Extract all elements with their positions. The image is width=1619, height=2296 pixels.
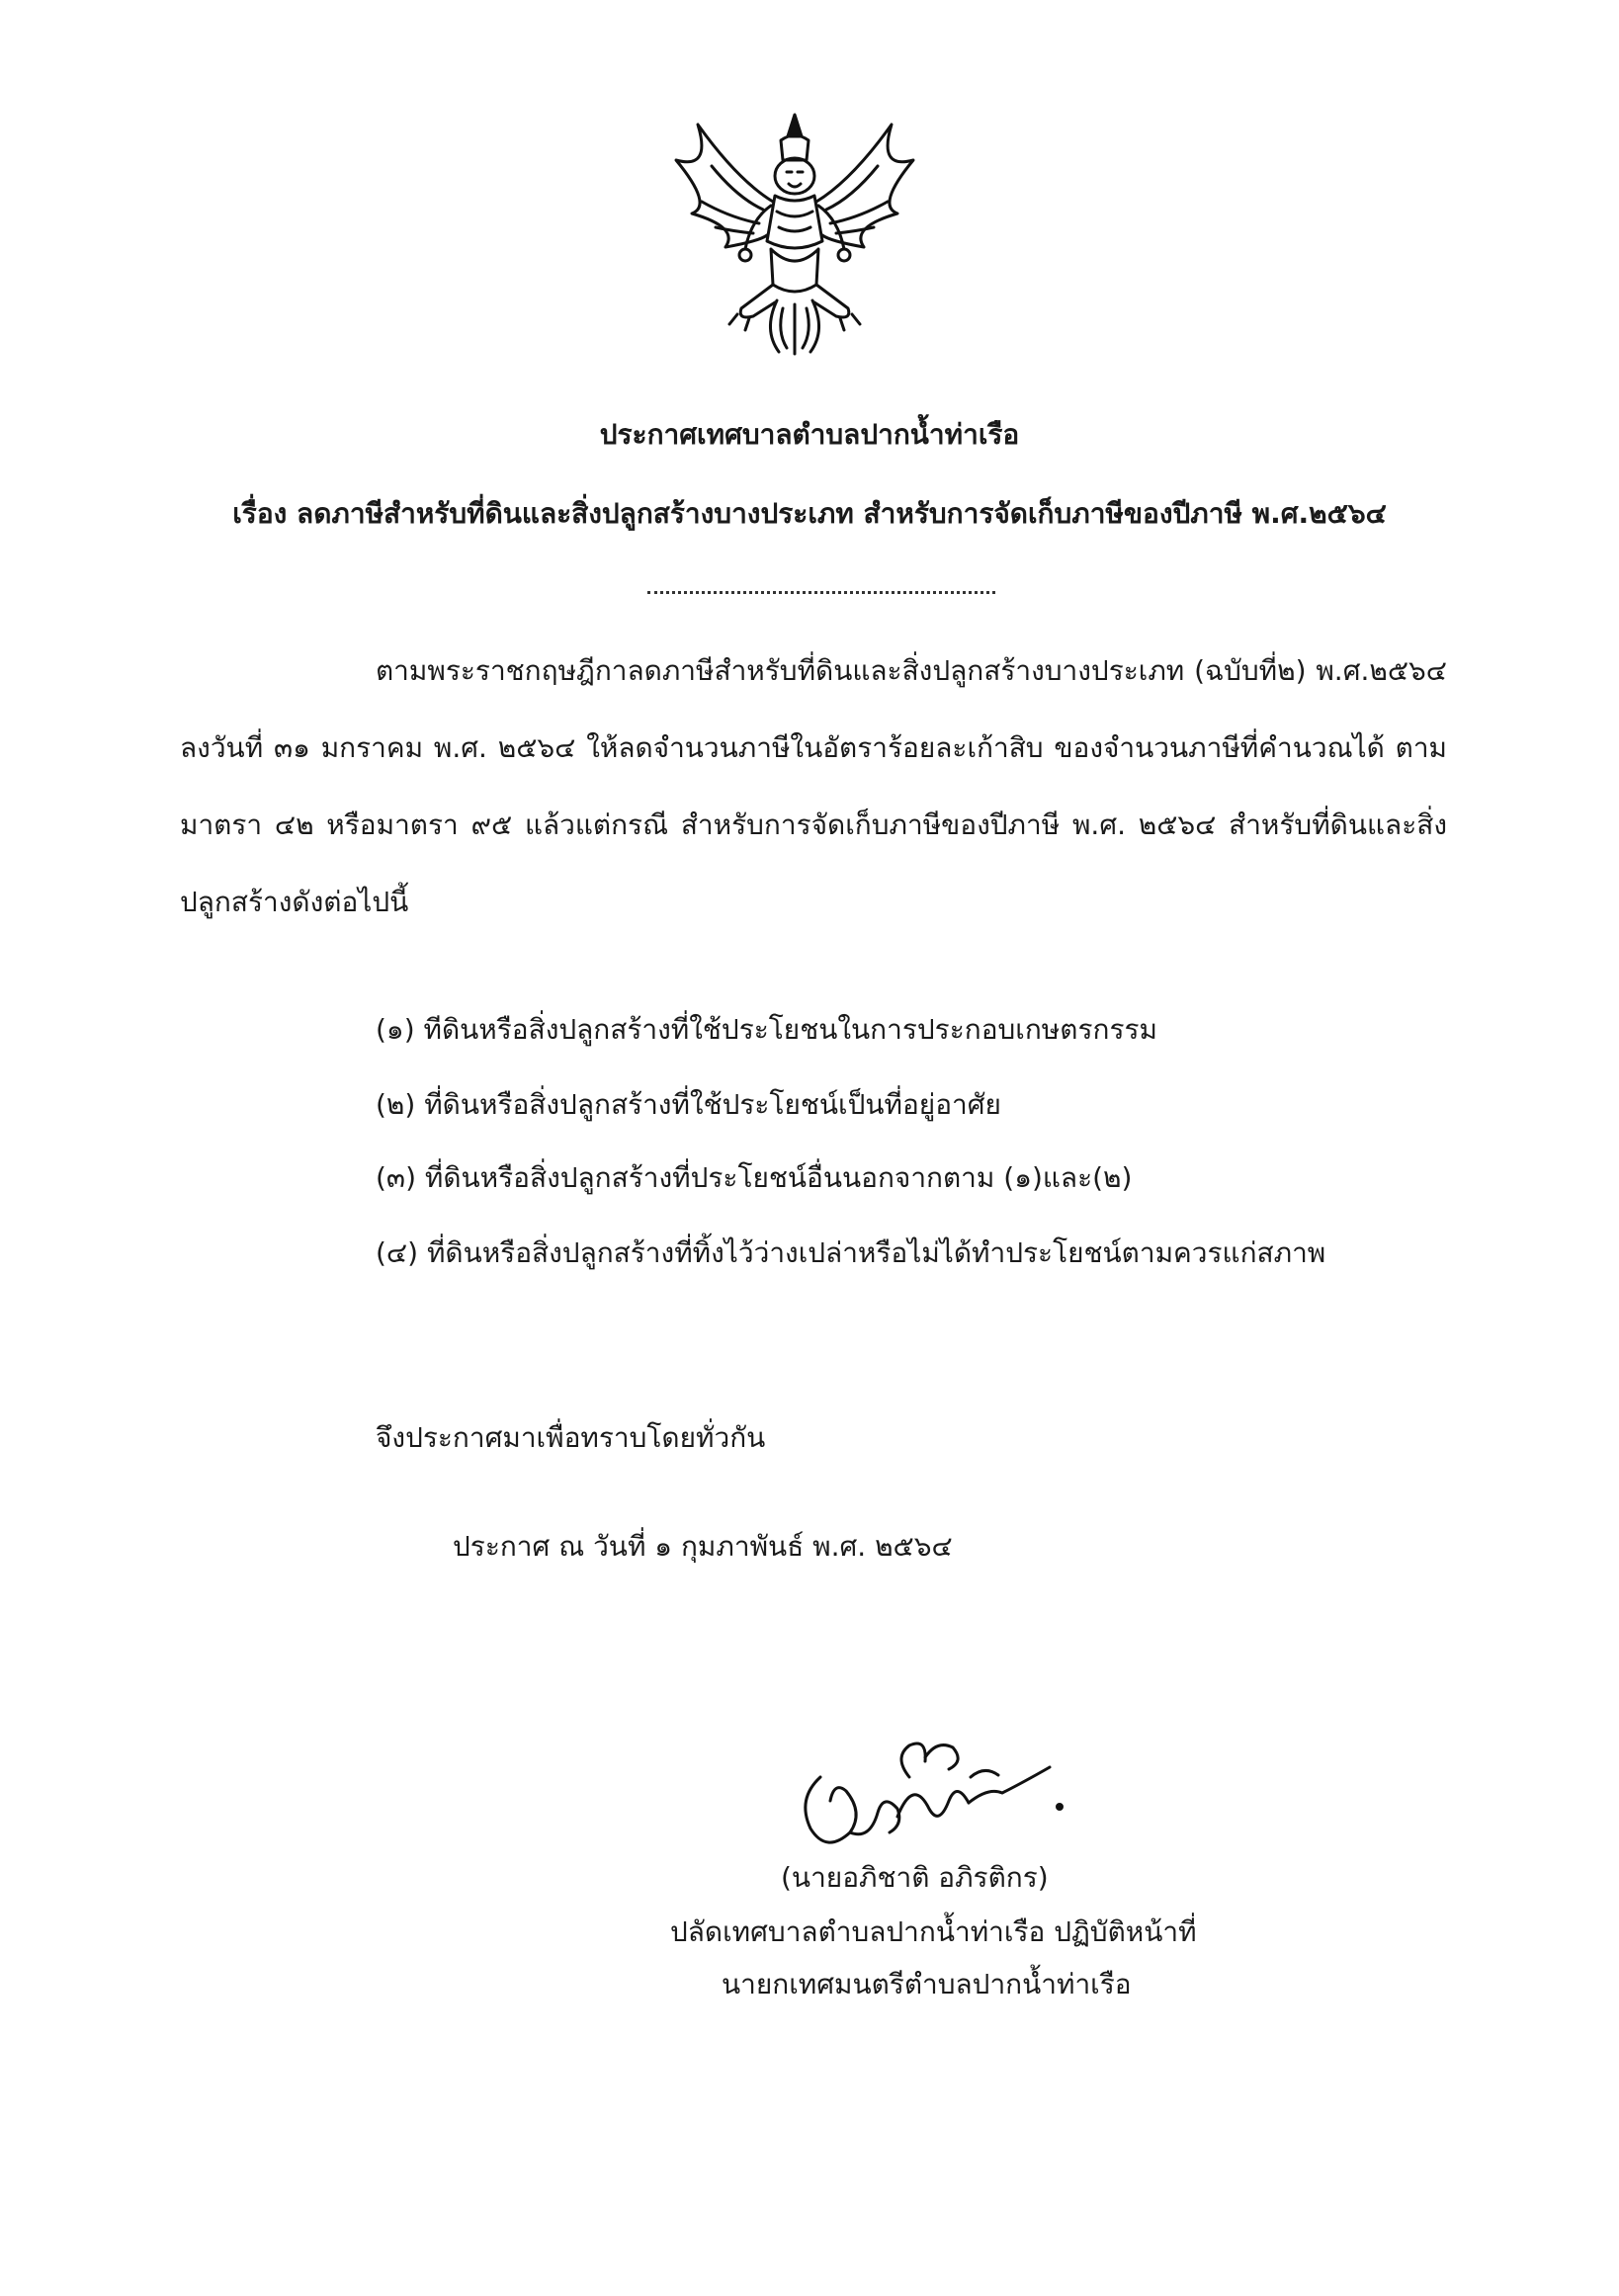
- closing-statement: จึงประกาศมาเพื่อทราบโดยทั่วกัน: [376, 1421, 766, 1454]
- list-item: (๔) ที่ดินหรือสิ่งปลูกสร้างที่ทิ้งไว้ว่างเปล่าหรือไม่ได้ทำประโยชน์ตามควรแก่สภาพ: [376, 1236, 1326, 1269]
- list-item: (๓) ที่ดินหรือสิ่งปลูกสร้างที่ประโยชน์อื่นนอกจากตาม (๑)และ(๒): [376, 1161, 1133, 1194]
- dotted-separator: [647, 591, 995, 594]
- signatory-acting-position: นายกเทศมนตรีตำบลปากน้ำท่าเรือ: [722, 1968, 1132, 2000]
- list-item: (๒) ที่ดินหรือสิ่งปลูกสร้างที่ใช้ประโยชน์เป็นที่อยู่อาศัย: [376, 1088, 1001, 1121]
- list-item: (๑) ทีดินหรือสิ่งปลูกสร้างที่ใช้ประโยชนในการประกอบเกษตรกรรม: [376, 1013, 1157, 1046]
- body-paragraph: ตามพระราชกฤษฎีกาลดภาษีสำหรับที่ดินและสิ่งปลูกสร้างบางประเภท (ฉบับที่๒) พ.ศ.๒๕๖๔ ลงวันที่ ๓๑ มกราคม พ.ศ. ๒๕๖๔ ให้ลดจำนวนภาษีในอัตราร้อยละเก้าสิบ ของจำนวนภาษีที่คำนวณได้ ตาม มาตรา ๔๒ หรือมาตรา ๙๕ แล้วแต่กรณี สำหรับการจัดเก็บภาษีของปีภาษี พ.ศ. ๒๕๖๔ สำหรับที่ดินและสิ่ง ปลูกสร้างดังต่อไปนี้: [180, 654, 1447, 918]
- announcement-subject: เรื่อง ลดภาษีสำหรับที่ดินและสิ่งปลูกสร้างบางประเภท สำหรับการจัดเก็บภาษีของปีภาษี พ.ศ.๒๕๖๔: [232, 497, 1387, 530]
- garuda-emblem-icon: [668, 111, 921, 356]
- announcement-date: ประกาศ ณ วันที่ ๑ กุมภาพันธ์ พ.ศ. ๒๕๖๔: [453, 1530, 953, 1563]
- signatory-name: (นายอภิชาติ อภิรติกร): [781, 1861, 1049, 1894]
- handwritten-signature: [791, 1718, 1077, 1856]
- announcement-title: ประกาศเทศบาลตำบลปากน้ำท่าเรือ: [599, 418, 1020, 451]
- signatory-position: ปลัดเทศบาลตำบลปากน้ำท่าเรือ ปฏิบัติหน้าที่: [670, 1915, 1197, 1948]
